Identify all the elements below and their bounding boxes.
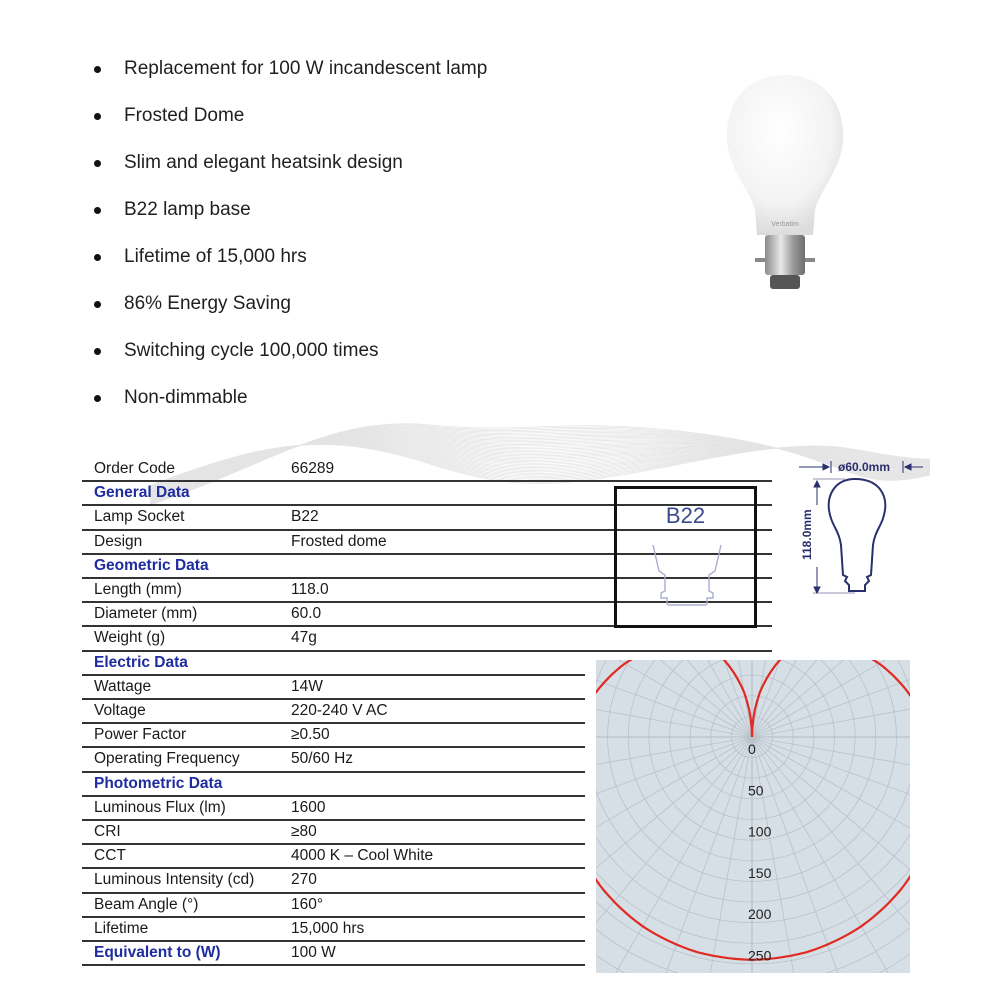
feature-item [94,290,487,337]
spec-label: Design [94,532,143,550]
spec-label: Lamp Socket [94,508,185,526]
feature-text: Slim and elegant heatsink design [124,152,403,173]
polar-spoke [752,737,821,973]
spec-value: B22 [291,508,319,526]
polar-chart-svg [596,660,910,973]
polar-spoke [596,737,752,874]
length-dimension-label: 118.0mm [800,509,814,560]
bullet-icon [94,301,101,308]
spec-value: 1600 [291,798,326,816]
spec-value: 100 W [291,944,336,961]
spec-label: Voltage [94,702,146,719]
polar-intensity-chart [596,660,910,973]
spec-row [82,578,582,602]
spec-section-heading [82,772,582,796]
radial-tick-label: 0 [748,741,756,757]
polar-spoke [752,668,910,737]
feature-text: Frosted Dome [124,105,245,126]
spec-row [82,626,582,650]
polar-spoke [596,737,752,973]
spec-row [82,675,582,699]
radial-tick-label: 50 [748,782,764,799]
spec-label: Photometric Data [94,774,223,792]
radial-tick-label: 250 [748,947,772,964]
polar-spoke [752,737,910,973]
dimension-drawing [795,455,925,605]
bullet-icon [94,160,101,167]
spec-section-heading [82,554,582,578]
feature-list [94,55,487,431]
bullet-icon [94,207,101,214]
spec-label: Geometric Data [94,556,209,574]
feature-text: Replacement for 100 W incandescent lamp [124,58,488,79]
radial-tick-label: 100 [748,823,772,840]
bullet-icon [94,348,101,355]
polar-spoke [752,737,910,973]
socket-label: B22 [665,503,706,528]
spec-label: CCT [94,847,126,865]
spec-value: 50/60 Hz [291,750,354,768]
spec-value: 220-240 V AC [291,702,388,719]
spec-value: 118.0 [291,581,329,598]
polar-spoke [683,737,752,973]
spec-section-heading [82,941,582,965]
polar-spoke [683,660,752,737]
spec-label: Luminous Intensity (cd) [94,871,255,889]
spec-label: Equivalent to (W) [94,944,221,961]
spec-value: 66289 [291,460,335,477]
spec-label: Length (mm) [94,581,182,598]
spec-row [82,844,582,868]
polar-spoke [596,737,752,973]
radial-tick-label: 200 [748,906,772,922]
spec-value: ≥80 [291,823,317,840]
spec-value: 14W [291,677,323,695]
bullet-icon [94,113,101,120]
spec-row [82,868,582,892]
feature-item [94,196,487,243]
spec-row [82,457,582,481]
spec-row [82,747,582,771]
polar-ring [596,660,910,943]
feature-item [94,243,487,290]
feature-text: Switching cycle 100,000 times [124,340,379,361]
spec-row [82,723,582,747]
spec-label: Operating Frequency [94,750,240,768]
polar-spoke [752,660,821,737]
socket-diagram [614,486,757,628]
spec-label: Weight (g) [94,629,166,647]
spec-label: Order Code [94,460,175,477]
bullet-icon [94,66,101,73]
spec-row [82,699,582,723]
diameter-dimension-label: ø60.0mm [838,460,891,474]
spec-row [82,796,582,820]
feature-item [94,55,487,102]
feature-text: Non-dimmable [124,387,248,408]
spec-row [82,820,582,844]
spec-label: Luminous Flux (lm) [94,798,226,816]
feature-text: 86% Energy Saving [124,293,291,314]
spec-section-heading [82,651,582,675]
bullet-icon [94,395,101,402]
spec-section-heading [82,481,582,505]
spec-value: 160° [291,895,324,913]
bullet-icon [94,254,101,261]
spec-row [82,505,582,529]
spec-label: Beam Angle (°) [94,895,199,913]
spec-label: Power Factor [94,726,187,744]
row-divider [82,964,585,966]
spec-label: General Data [94,484,190,502]
spec-row [82,893,582,917]
polar-spoke [596,737,752,973]
brand-mark: Verbatim [771,221,799,228]
feature-item [94,384,487,431]
polar-spoke [596,737,752,806]
feature-text: Lifetime of 15,000 hrs [124,246,307,267]
b22-socket-outline-icon [647,541,727,621]
polar-spoke [752,737,910,973]
feature-item [94,337,487,384]
polar-spoke [596,668,752,737]
spec-value: 47g [291,629,317,647]
led-bulb-photo [715,70,855,295]
spec-row [82,917,582,941]
spec-label: Electric Data [94,653,188,671]
spec-value: 60.0 [291,605,322,623]
spec-value: ≥0.50 [291,726,330,744]
radial-tick-label: 150 [748,864,772,881]
polar-spoke [752,737,910,874]
spec-row [82,530,582,554]
feature-item [94,102,487,149]
feature-text: B22 lamp base [124,199,251,220]
spec-value: 15,000 hrs [291,919,365,937]
polar-spoke [752,737,910,806]
spec-value: 4000 K – Cool White [291,847,434,865]
spec-row [82,602,582,626]
spec-label: Diameter (mm) [94,605,198,623]
spec-label: Lifetime [94,919,149,937]
feature-item [94,149,487,196]
spec-label: CRI [94,823,121,840]
spec-label: Wattage [94,677,152,695]
spec-value: Frosted dome [291,532,387,550]
spec-value: 270 [291,871,317,889]
